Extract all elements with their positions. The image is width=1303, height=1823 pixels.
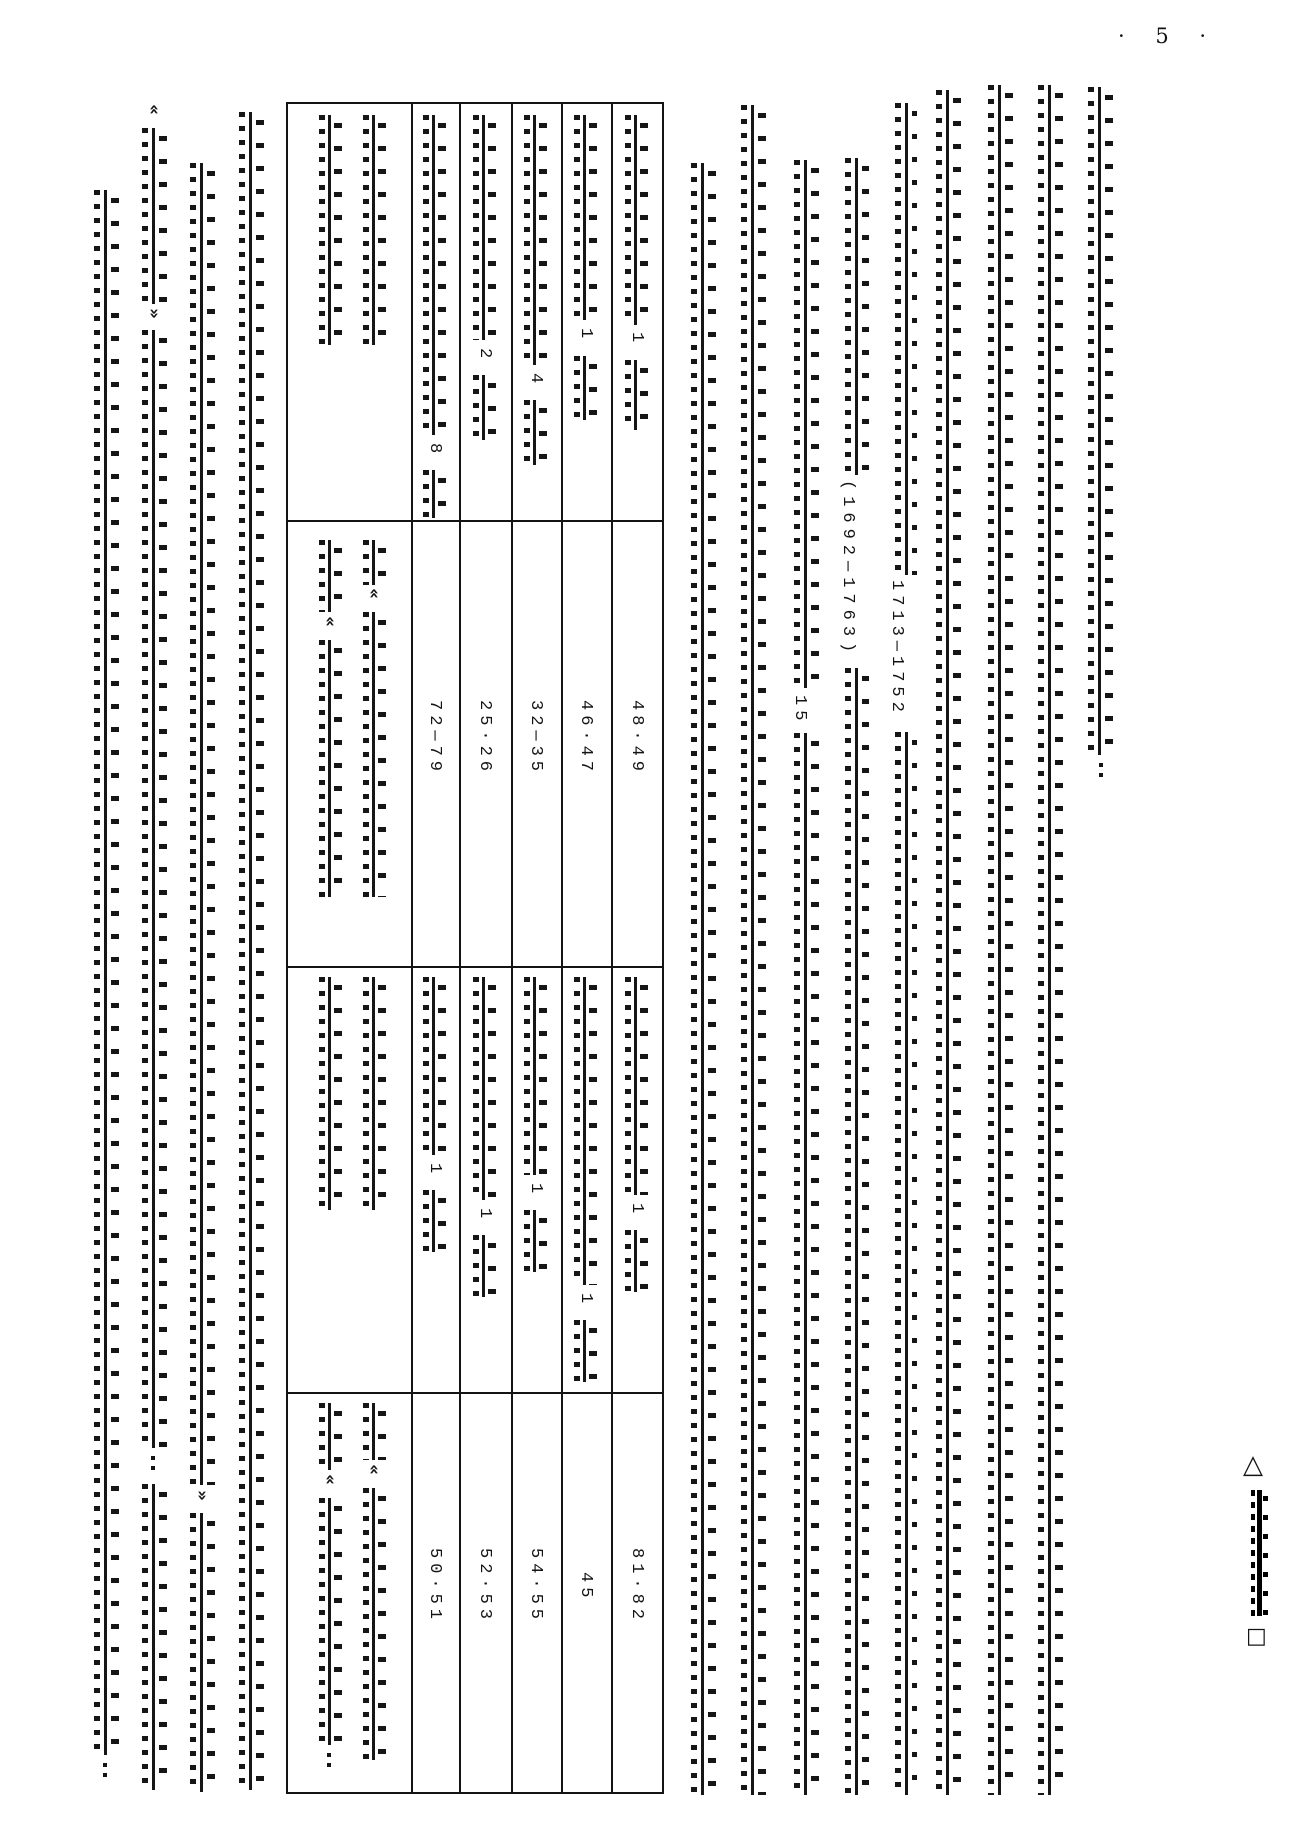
mongolian-text-line bbox=[1036, 85, 1068, 1795]
entry-title-script bbox=[624, 360, 648, 430]
mongolian-text-line bbox=[986, 85, 1018, 1795]
quote-open-mark: « bbox=[364, 1464, 384, 1475]
note-script bbox=[362, 1403, 386, 1460]
mongolian-text-line bbox=[92, 190, 119, 1755]
note-script bbox=[362, 540, 386, 585]
entry-title-script bbox=[472, 977, 496, 1200]
entry-title-script bbox=[573, 977, 597, 1285]
entry-title-script bbox=[422, 1190, 446, 1252]
quote-open-mark: « bbox=[144, 104, 164, 115]
entry-title-script bbox=[472, 1235, 496, 1297]
page-range: 72—79 bbox=[425, 700, 444, 777]
quote-open-mark: « bbox=[320, 1474, 340, 1485]
table-rule bbox=[288, 520, 662, 522]
mongolian-text-line bbox=[689, 163, 719, 1795]
mongolian-text-line bbox=[739, 105, 769, 1795]
note-script bbox=[362, 1488, 386, 1760]
page-range: 45 bbox=[576, 1572, 595, 1603]
page-range: 52·53 bbox=[475, 1548, 494, 1625]
mongolian-text-line bbox=[1086, 87, 1118, 755]
full-stop-mark bbox=[327, 1753, 331, 1769]
marker-word-script bbox=[1251, 1490, 1268, 1616]
page-range: 32—35 bbox=[526, 700, 545, 777]
mongolian-text-line bbox=[792, 160, 822, 688]
page-range: 25·26 bbox=[475, 700, 494, 777]
table-rule bbox=[611, 104, 613, 1792]
mongolian-text-line bbox=[188, 163, 215, 1485]
table-rule bbox=[288, 1392, 662, 1394]
entry-title-script bbox=[523, 977, 547, 1175]
volume-number: 2 bbox=[475, 348, 494, 364]
note-script bbox=[362, 115, 386, 345]
quote-open-mark: « bbox=[364, 588, 384, 599]
square-marker: □ bbox=[1246, 1624, 1267, 1649]
entry-title-script bbox=[573, 1320, 597, 1382]
triangle-marker: △ bbox=[1243, 1450, 1263, 1480]
note-script bbox=[318, 1403, 342, 1470]
quote-mark: » bbox=[192, 1490, 212, 1501]
entry-title-script bbox=[472, 375, 496, 440]
volume-number: 8 bbox=[425, 443, 444, 459]
mongolian-text-line bbox=[934, 90, 966, 1795]
page-range: 54·55 bbox=[526, 1548, 545, 1625]
volume-number: 1 bbox=[425, 1163, 444, 1179]
note-script bbox=[318, 977, 342, 1210]
entry-title-script bbox=[422, 977, 446, 1155]
note-script bbox=[362, 612, 386, 897]
entry-title-script bbox=[422, 470, 446, 518]
entry-title-script bbox=[422, 115, 446, 435]
quote-close-mark: » bbox=[144, 308, 164, 319]
entry-title-script bbox=[624, 115, 648, 325]
volume-number: 1 bbox=[627, 1203, 646, 1219]
volume-number: 1 bbox=[475, 1208, 494, 1224]
mongolian-text-line bbox=[140, 1484, 167, 1790]
date-range: 1713—1752 bbox=[887, 580, 906, 717]
full-stop-mark bbox=[151, 1456, 155, 1472]
mongolian-text-line bbox=[893, 732, 917, 1795]
mongolian-text-line bbox=[140, 128, 167, 304]
volume-number: 4 bbox=[526, 373, 545, 389]
date-range-parenthesized: (1692—1763) bbox=[838, 480, 857, 659]
note-script bbox=[318, 540, 342, 612]
full-stop-mark bbox=[103, 1763, 107, 1779]
mongolian-text-line bbox=[140, 330, 167, 1448]
table-rule bbox=[288, 966, 662, 968]
table-rule bbox=[511, 104, 513, 1792]
volume-number: 1 bbox=[576, 328, 595, 344]
volume-count-number: 15 bbox=[790, 695, 809, 726]
page-number: · 5 · bbox=[1118, 24, 1219, 48]
page-range: 46·47 bbox=[576, 700, 595, 777]
entry-title-script bbox=[573, 356, 597, 420]
mongolian-text-line bbox=[188, 1513, 215, 1792]
entry-title-script bbox=[523, 400, 547, 465]
page-range: 81·82 bbox=[627, 1548, 646, 1625]
mongolian-text-line bbox=[843, 668, 869, 1795]
mongolian-text-line bbox=[237, 112, 264, 1790]
full-stop-mark bbox=[1099, 763, 1103, 779]
entry-title-script bbox=[624, 977, 648, 1195]
entry-title-script bbox=[573, 115, 597, 320]
table-rule bbox=[561, 104, 563, 1792]
entry-title-script bbox=[472, 115, 496, 340]
volume-number: 1 bbox=[576, 1293, 595, 1309]
note-script bbox=[318, 1498, 342, 1745]
table-rule bbox=[411, 104, 413, 1792]
entry-title-script bbox=[624, 1230, 648, 1292]
page-range: 48·49 bbox=[627, 700, 646, 777]
page-range: 50·51 bbox=[425, 1548, 444, 1625]
volume-number: 1 bbox=[526, 1183, 545, 1199]
mongolian-text-line bbox=[792, 733, 822, 1795]
note-script bbox=[362, 977, 386, 1210]
note-script bbox=[318, 640, 342, 897]
entry-title-script bbox=[523, 1210, 547, 1272]
quote-open-mark: « bbox=[320, 616, 340, 627]
table-rule bbox=[459, 104, 461, 1792]
entry-title-script bbox=[523, 115, 547, 365]
mongolian-text-line bbox=[893, 103, 917, 575]
mongolian-text-line bbox=[843, 158, 869, 475]
volume-number: 1 bbox=[627, 332, 646, 348]
note-script bbox=[318, 115, 342, 345]
